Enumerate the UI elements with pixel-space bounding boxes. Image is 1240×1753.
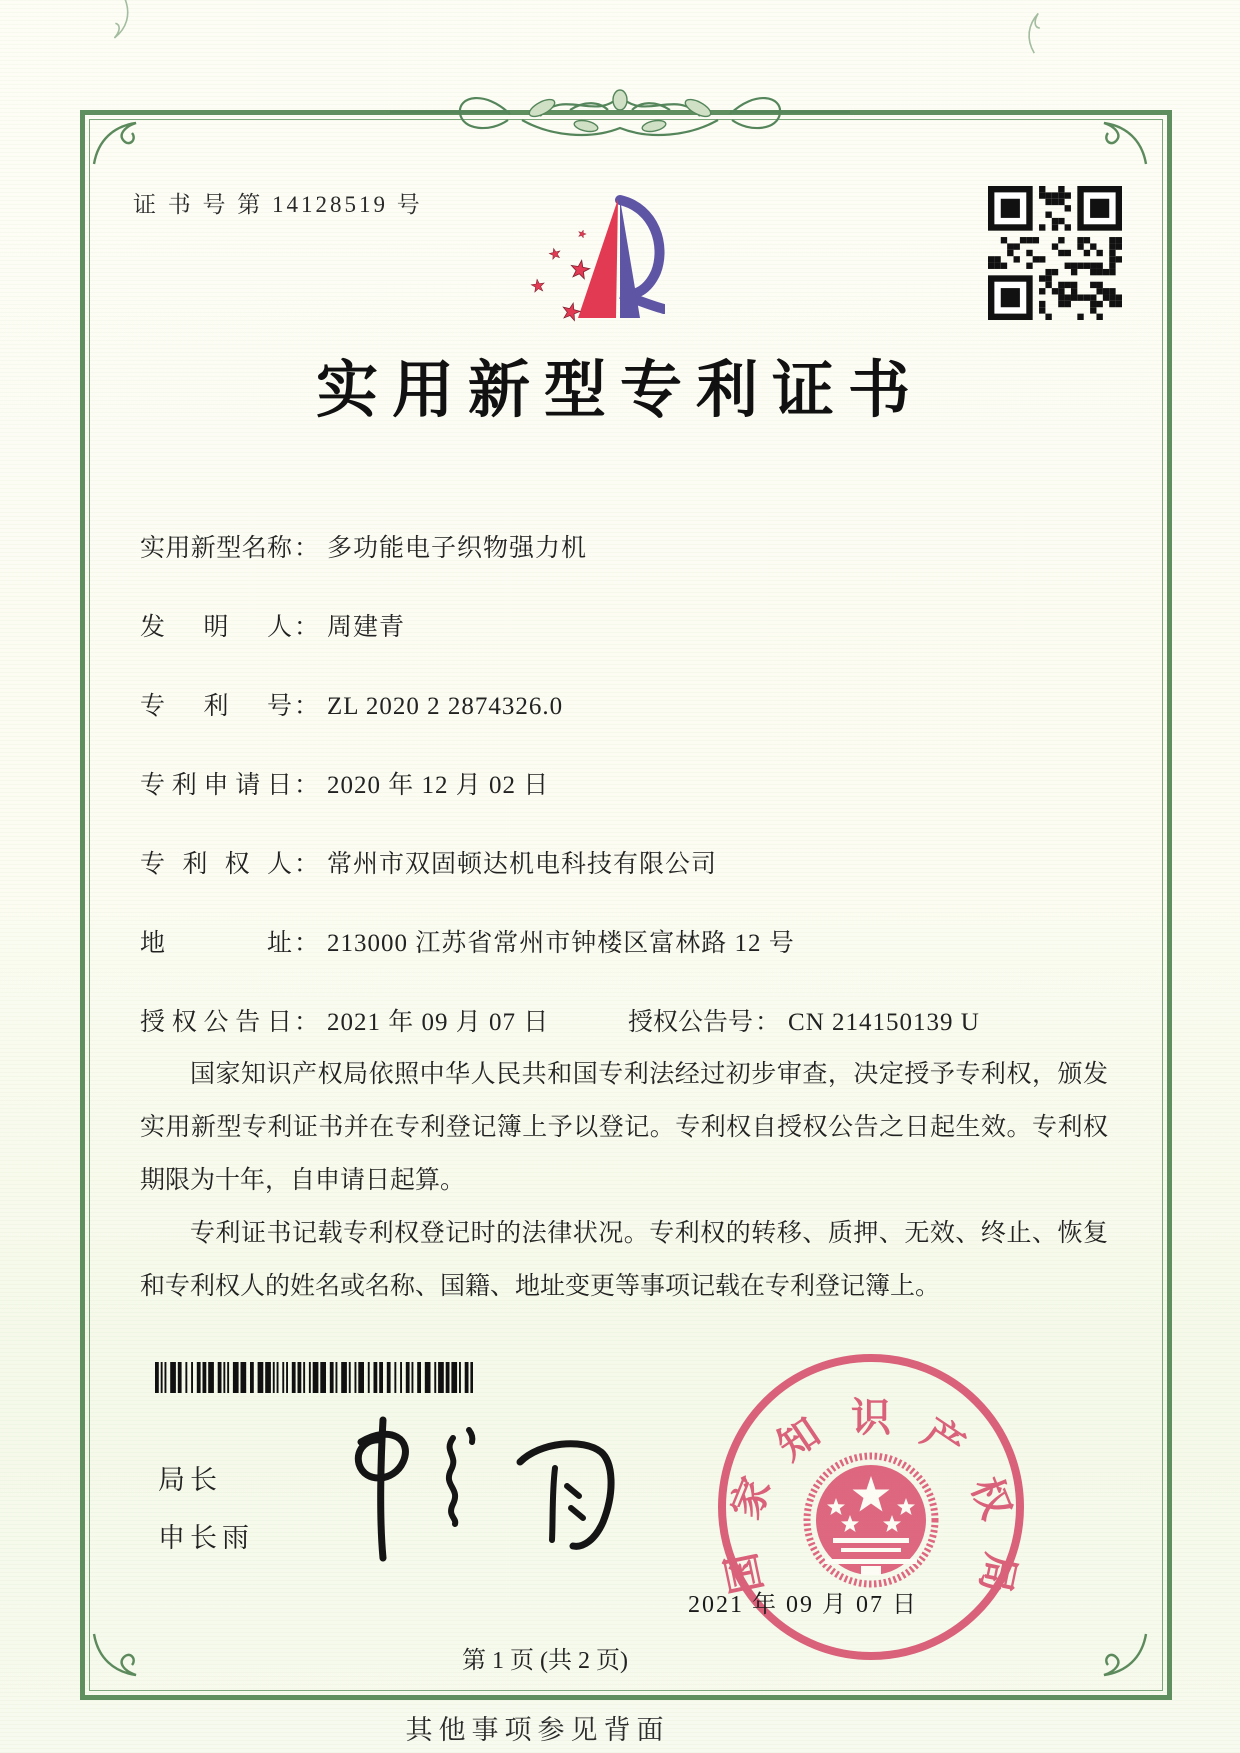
grant-date-value: 2021 年 09 月 07 日 (327, 1009, 550, 1036)
colon: ： (294, 1009, 320, 1036)
field-row-patentee (140, 844, 1115, 923)
national-emblem (807, 1456, 935, 1584)
colon: ： (294, 772, 320, 799)
field-label: 实用新型名称 (140, 535, 292, 562)
colon: ： (294, 614, 320, 641)
legal-paragraph-2: 专利证书记载专利权登记时的法律状况。专利权的转移、质押、无效、终止、恢复和专利权人的姓名或名称、国籍、地址变更等事项记载在专利登记簿上。 (140, 1220, 1108, 1300)
colon: ： (294, 851, 320, 878)
colon: ： (294, 535, 320, 562)
field-row-filing-date (140, 765, 1115, 844)
field-label: 专利权人 (140, 851, 292, 878)
field-row-address (140, 923, 1115, 1002)
field-grant-number (628, 1002, 980, 1038)
corner-ornament-top-right (1100, 118, 1150, 168)
patent-number-value: ZL 2020 2 2874326.0 (327, 693, 564, 720)
field-label: 授权公告号 (628, 1009, 754, 1036)
colon: ： (294, 930, 320, 957)
patentee-value: 常州市双固顿达机电科技有限公司 (327, 851, 718, 878)
barcode (155, 1362, 477, 1393)
field-row-patent-number (140, 686, 1115, 765)
field-label: 授权公告日 (140, 1009, 292, 1036)
field-label: 发明人 (140, 614, 292, 641)
field-row-utility-model-name (140, 528, 1115, 607)
field-label: 地址 (140, 930, 292, 957)
address-value: 213000 江苏省常州市钟楼区富林路 12 号 (327, 930, 795, 957)
colon: ： (294, 693, 320, 720)
colon: ： (755, 1009, 781, 1036)
certificate-fields (140, 528, 1115, 1081)
utility-model-name-value: 多功能电子织物强力机 (327, 535, 588, 562)
qr-code (988, 186, 1122, 320)
top-edge-sprig-right (1010, 7, 1062, 59)
corner-ornament-bottom-right (1100, 1630, 1150, 1680)
seal-date: 2021 年 09 月 07 日 (688, 1592, 918, 1618)
corner-ornament-top-left (90, 118, 140, 168)
other-matters-note: 其他事项参见背面 (405, 1715, 670, 1745)
grant-number-value: CN 214150139 U (788, 1009, 980, 1036)
field-row-inventor (140, 607, 1115, 686)
top-edge-sprig-left (94, 0, 146, 44)
field-label: 专利申请日 (140, 772, 292, 799)
legal-paragraph-1: 国家知识产权局依照中华人民共和国专利法经过初步审查，决定授予专利权，颁发实用新型专利证书并在专利登记簿上予以登记。专利权自授权公告之日起生效。专利权期限为十年，自申请日起算。 (140, 1061, 1108, 1194)
certificate-number: 证 书 号 第 14128519 号 (133, 192, 423, 217)
handwritten-signature (295, 1400, 640, 1570)
field-label: 专利号 (140, 693, 292, 720)
top-center-flourish-ornament (390, 70, 850, 155)
filing-date-value: 2020 年 12 月 02 日 (327, 772, 550, 799)
commissioner-name: 申长雨 (158, 1523, 254, 1553)
page-number: 第 1 页 (共 2 页) (462, 1648, 628, 1674)
cnipa-logo-icon (465, 186, 665, 326)
inventor-value: 周建青 (327, 614, 406, 641)
commissioner-title: 局长 (158, 1465, 222, 1495)
seal-arc-text: 国家知识产权局 (718, 1394, 1024, 1598)
certificate-title: 实用新型专利证书 (315, 357, 924, 425)
legal-text (140, 1048, 1108, 1313)
